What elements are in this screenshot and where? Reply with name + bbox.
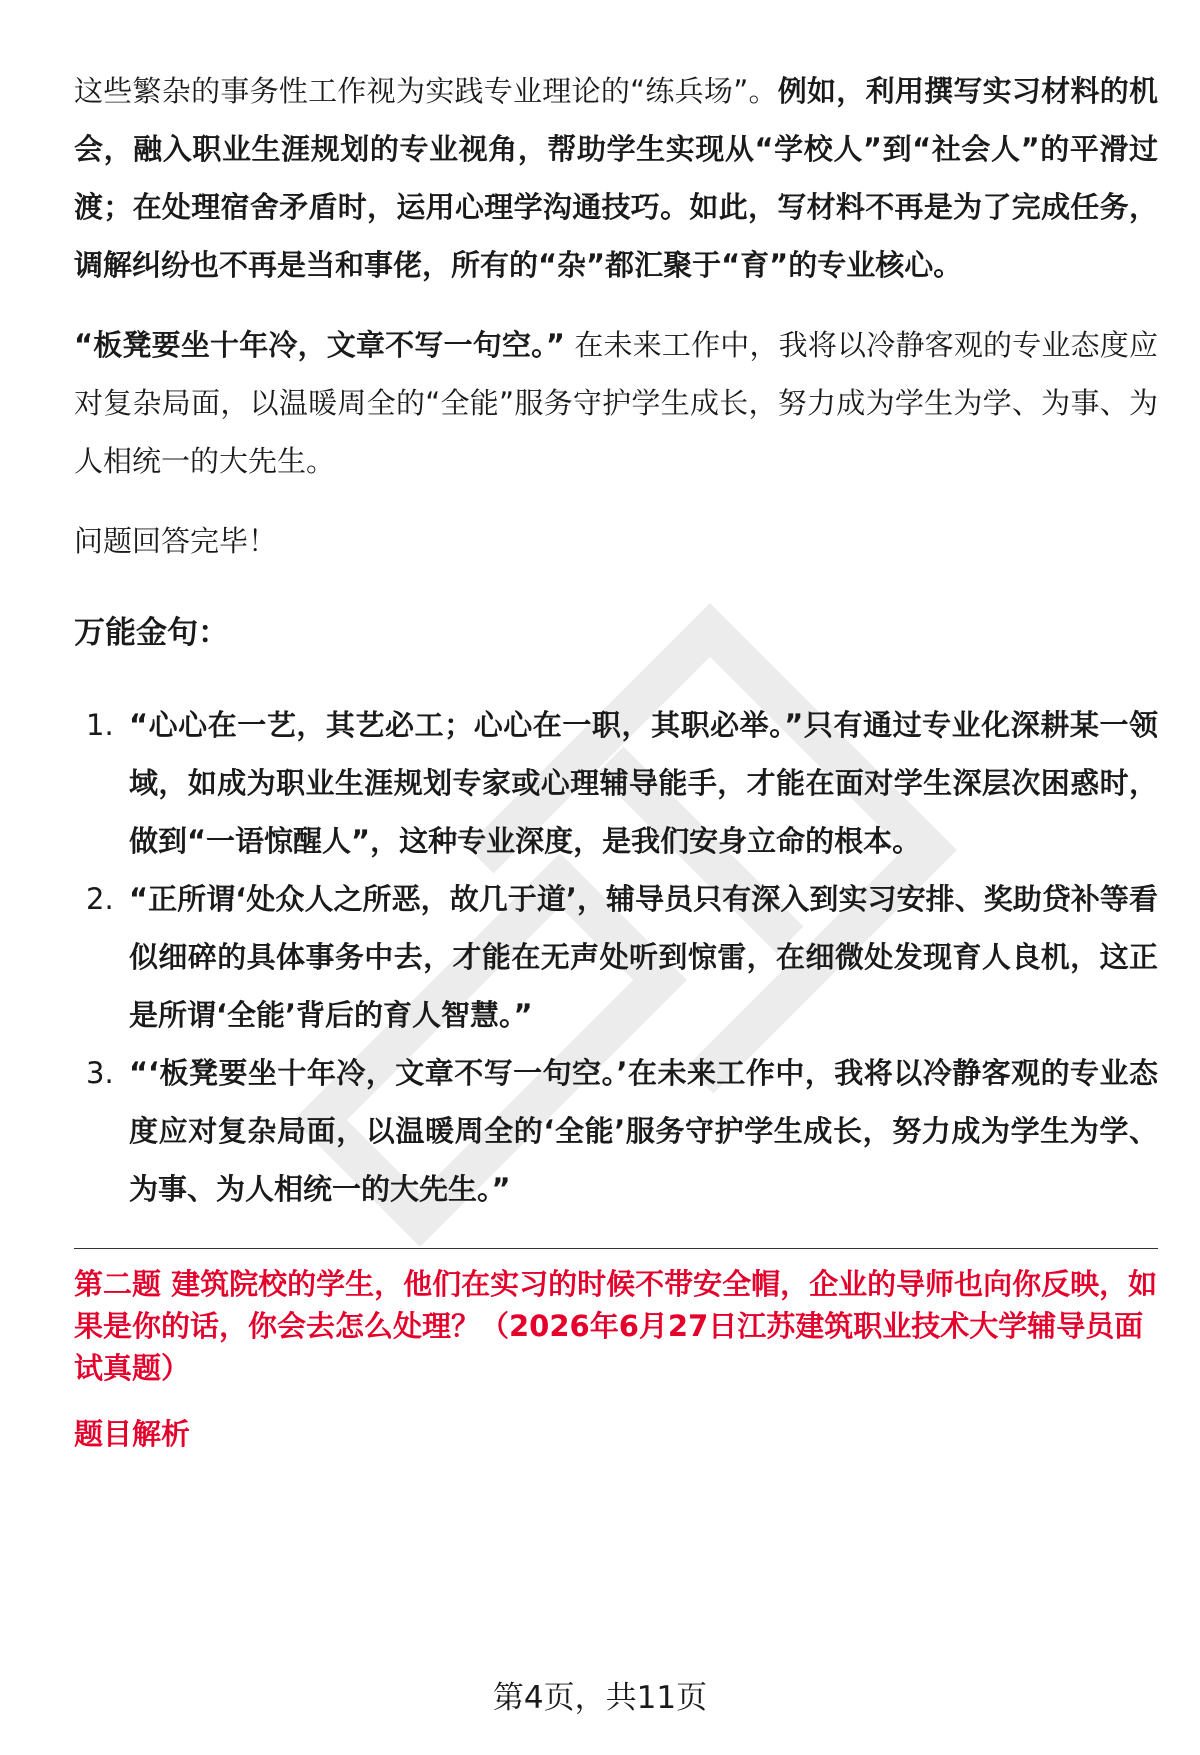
list-item-text: “心心在一艺，其艺必工；心心在一职，其职必举。”只有通过专业化深耕某一领域，如成为职业生涯规划专家或心理辅导能手，才能在面对学生深层次困惑时，做到“一语惊醒人”，这种专业深度，是我们安身立命的根本。 — [129, 708, 1158, 858]
paragraph-2-normal-text: 在未来工作中，我将以冷静客观的专业态度应对复杂局面，以温暖周全的“全能”服务守护学生成长，努力成为学生为学、为事、为人相统一的大先生。 — [74, 328, 1158, 478]
paragraph-2-quote: “板凳要坐十年冷，文章不写一句空。” — [74, 328, 565, 362]
page-content — [74, 62, 1158, 1455]
question-analysis-label: 题目解析 — [74, 1417, 191, 1451]
page-number: 第4页，共11页 — [492, 1680, 708, 1716]
paragraph-1-normal-text: 这些繁杂的事务性工作视为实践专业理论的“练兵场”。 — [74, 74, 778, 108]
list-item — [74, 696, 1158, 870]
list-item — [74, 870, 1158, 1044]
list-item-number: 2. — [86, 882, 114, 916]
body-paragraph-2 — [74, 316, 1158, 490]
list-item-number: 3. — [86, 1056, 114, 1090]
quotes-list — [74, 696, 1158, 1218]
section-divider — [74, 1248, 1158, 1249]
quotes-heading: 万能金句： — [74, 615, 229, 651]
answer-complete-text: 问题回答完毕！ — [74, 524, 278, 558]
list-item — [74, 1044, 1158, 1218]
body-paragraph-1 — [74, 62, 1158, 294]
list-item-number: 1. — [86, 708, 114, 742]
paragraph-1-bold-text: 例如，利用撰写实习材料的机会，融入职业生涯规划的专业视角，帮助学生实现从“学校人”到“社会人”的平滑过渡；在处理宿舍矛盾时，运用心理学沟通技巧。如此，写材料不再是为了完成任务，调解纠纷也不再是当和事佬，所有的“杂”都汇聚于“育”的专业核心。 — [74, 74, 1158, 282]
list-item-text: “正所谓‘处众人之所恶，故几于道’，辅导员只有深入到实习安排、奖助贷补等看似细碎的具体事务中去，才能在无声处听到惊雷，在细微处发现育人良机，这正是所谓‘全能’背后的育人智慧。” — [129, 882, 1158, 1032]
list-item-text: “‘板凳要坐十年冷，文章不写一句空。’在未来工作中，我将以冷静客观的专业态度应对复杂局面，以温暖周全的‘全能’服务守护学生成长，努力成为学生为学、为事、为人相统一的大先生。” — [129, 1056, 1158, 1206]
question-2-title: 第二题 建筑院校的学生，他们在实习的时候不带安全帽，企业的导师也向你反映，如果是你的话，你会去怎么处理？（2026年6月27日江苏建筑职业技术大学辅导员面试真题） — [74, 1267, 1158, 1385]
